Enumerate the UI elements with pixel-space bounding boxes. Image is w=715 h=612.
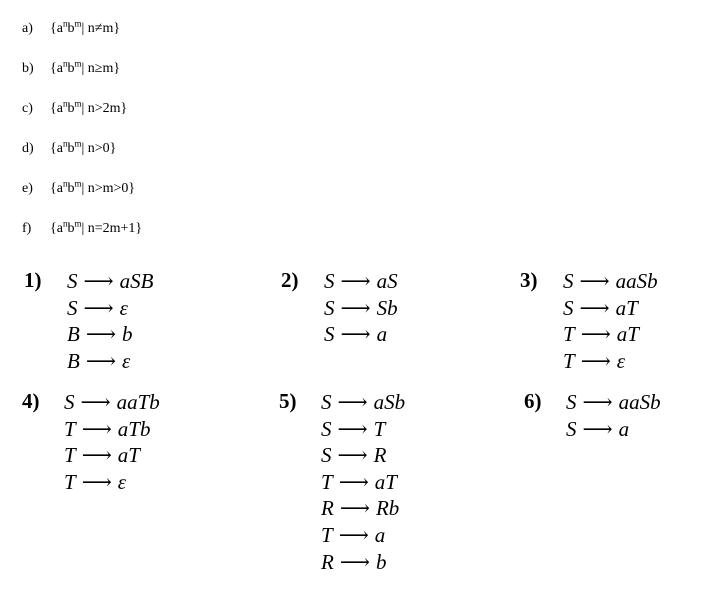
language-item (22, 219, 322, 259)
set-open: {a (50, 221, 63, 236)
rule-rhs: ε (616, 348, 626, 373)
grammar-number: 4) (22, 389, 40, 413)
symbol-b: b (67, 101, 75, 116)
grammar-number: 1) (24, 268, 42, 292)
arrow-icon: ⟶ (339, 549, 370, 574)
exponent-m: m (74, 98, 82, 109)
set-condition: | n>2m} (81, 101, 128, 116)
arrow-icon: ⟶ (579, 269, 610, 293)
production-rule (321, 469, 405, 496)
rule-lhs: T (64, 416, 76, 441)
language-item (22, 179, 322, 219)
arrow-icon: ⟶ (337, 416, 368, 441)
rule-rhs: ε (119, 295, 128, 320)
rule-rhs: aS (376, 269, 398, 293)
symbol-b: b (67, 21, 75, 36)
rule-rhs: R (373, 443, 387, 468)
arrow-icon: ⟶ (340, 269, 371, 293)
language-set (50, 58, 121, 76)
production-rule (321, 495, 405, 522)
language-item (22, 99, 322, 139)
rule-rhs: T (373, 416, 386, 441)
production-rule (321, 442, 405, 469)
language-letter: a) (22, 21, 33, 36)
set-condition: | n=2m+1} (81, 221, 143, 236)
rule-rhs: aT (616, 322, 639, 347)
language-set (50, 98, 128, 116)
rule-lhs: S (67, 295, 78, 320)
rule-rhs: aTb (117, 416, 151, 441)
rule-lhs: R (321, 496, 334, 521)
rule-lhs: S (566, 390, 577, 414)
production-rule (67, 295, 153, 322)
rule-rhs: a (618, 416, 630, 441)
rule-lhs: T (321, 522, 333, 547)
rule-lhs: S (566, 416, 577, 441)
arrow-icon: ⟶ (338, 522, 369, 547)
arrow-icon: ⟶ (80, 390, 111, 414)
arrow-icon: ⟶ (337, 443, 368, 468)
rule-list (67, 268, 153, 374)
symbol-b: b (67, 181, 75, 196)
arrow-icon: ⟶ (337, 390, 368, 414)
rule-rhs: aaSb (615, 269, 658, 293)
grammar-number: 2) (281, 268, 299, 292)
exponent-n: n (62, 218, 68, 229)
production-rule (64, 416, 160, 443)
rule-lhs: S (64, 390, 75, 414)
set-condition: | n>m>0} (81, 181, 136, 196)
arrow-icon: ⟶ (83, 269, 114, 293)
language-set (50, 18, 121, 36)
rule-lhs: S (321, 416, 332, 441)
production-rule (64, 442, 160, 469)
exponent-m: m (74, 138, 82, 149)
rule-rhs: ε (117, 469, 127, 494)
rule-rhs: aaSb (618, 390, 661, 414)
exponent-m: m (74, 218, 82, 229)
production-rule (563, 321, 658, 348)
symbol-b: b (67, 141, 75, 156)
language-set (50, 218, 143, 236)
rule-lhs: B (67, 322, 80, 347)
rule-lhs: S (324, 269, 335, 293)
rule-rhs: b (121, 322, 133, 347)
exponent-m: m (74, 178, 82, 189)
arrow-icon: ⟶ (85, 348, 116, 373)
production-rule (64, 389, 160, 416)
rule-list (64, 389, 160, 495)
rule-rhs: Rb (375, 496, 400, 521)
exponent-m: m (74, 58, 82, 69)
production-rule (67, 348, 153, 375)
production-rule (324, 321, 398, 348)
rule-rhs: aT (374, 469, 397, 494)
production-rule (321, 416, 405, 443)
rule-list (321, 389, 405, 575)
rule-rhs: b (375, 549, 387, 574)
language-item (22, 139, 322, 179)
set-condition: | n≠m} (81, 21, 121, 36)
rule-lhs: T (64, 469, 76, 494)
language-letter: b) (22, 61, 34, 76)
production-rule (324, 295, 398, 322)
grammar-number: 6) (524, 389, 542, 413)
rule-rhs: aT (117, 443, 140, 468)
exponent-n: n (62, 58, 68, 69)
production-rule (566, 389, 661, 416)
rule-lhs: T (563, 348, 575, 373)
rule-list (566, 389, 661, 442)
rule-lhs: R (321, 549, 334, 574)
exponent-n: n (62, 138, 68, 149)
set-condition: | n≥m} (81, 61, 121, 76)
rule-lhs: S (67, 269, 78, 293)
rule-lhs: S (321, 390, 332, 414)
language-set (50, 178, 136, 196)
arrow-icon: ⟶ (582, 416, 613, 441)
arrow-icon: ⟶ (340, 295, 371, 320)
arrow-icon: ⟶ (81, 469, 112, 494)
language-set (50, 138, 117, 156)
rule-list (563, 268, 658, 374)
arrow-icon: ⟶ (580, 322, 611, 347)
production-rule (321, 549, 405, 576)
arrow-icon: ⟶ (83, 295, 114, 320)
exponent-m: m (74, 18, 82, 29)
rule-rhs: ε (121, 348, 131, 373)
language-letter: e) (22, 181, 33, 196)
rule-lhs: S (563, 295, 574, 320)
set-open: {a (50, 181, 63, 196)
arrow-icon: ⟶ (579, 295, 610, 320)
rule-rhs: aaTb (116, 390, 160, 414)
rule-lhs: T (64, 443, 76, 468)
production-rule (566, 416, 661, 443)
arrow-icon: ⟶ (340, 322, 371, 347)
arrow-icon: ⟶ (81, 416, 112, 441)
rule-rhs: aSB (119, 269, 154, 293)
arrow-icon: ⟶ (81, 443, 112, 468)
production-rule (563, 268, 658, 295)
arrow-icon: ⟶ (338, 469, 369, 494)
rule-rhs: aSb (373, 390, 406, 414)
production-rule (563, 348, 658, 375)
language-list (22, 19, 322, 259)
production-rule (321, 522, 405, 549)
set-open: {a (50, 141, 63, 156)
rule-lhs: T (321, 469, 333, 494)
rule-list (324, 268, 398, 348)
symbol-b: b (67, 221, 75, 236)
language-item (22, 59, 322, 99)
rule-lhs: T (563, 322, 575, 347)
arrow-icon: ⟶ (339, 496, 370, 521)
rule-rhs: a (374, 522, 386, 547)
rule-lhs: S (324, 295, 335, 320)
set-condition: | n>0} (81, 141, 117, 156)
rule-lhs: B (67, 348, 80, 373)
grammar-number: 5) (279, 389, 297, 413)
arrow-icon: ⟶ (580, 348, 611, 373)
exponent-n: n (62, 98, 68, 109)
production-rule (67, 321, 153, 348)
production-rule (321, 389, 405, 416)
rule-rhs: a (376, 322, 388, 347)
set-open: {a (50, 101, 63, 116)
production-rule (64, 469, 160, 496)
production-rule (324, 268, 398, 295)
arrow-icon: ⟶ (85, 322, 116, 347)
production-rule (563, 295, 658, 322)
arrow-icon: ⟶ (582, 390, 613, 414)
production-rule (67, 268, 153, 295)
language-letter: d) (22, 141, 34, 156)
language-item (22, 19, 322, 59)
set-open: {a (50, 61, 63, 76)
symbol-b: b (67, 61, 75, 76)
set-open: {a (50, 21, 63, 36)
rule-rhs: aT (615, 295, 638, 320)
exponent-n: n (62, 178, 68, 189)
rule-lhs: S (324, 322, 335, 347)
rule-rhs: Sb (376, 295, 398, 320)
exponent-n: n (62, 18, 68, 29)
rule-lhs: S (563, 269, 574, 293)
rule-lhs: S (321, 443, 332, 468)
language-letter: f) (22, 221, 32, 236)
language-letter: c) (22, 101, 33, 116)
grammar-number: 3) (520, 268, 538, 292)
